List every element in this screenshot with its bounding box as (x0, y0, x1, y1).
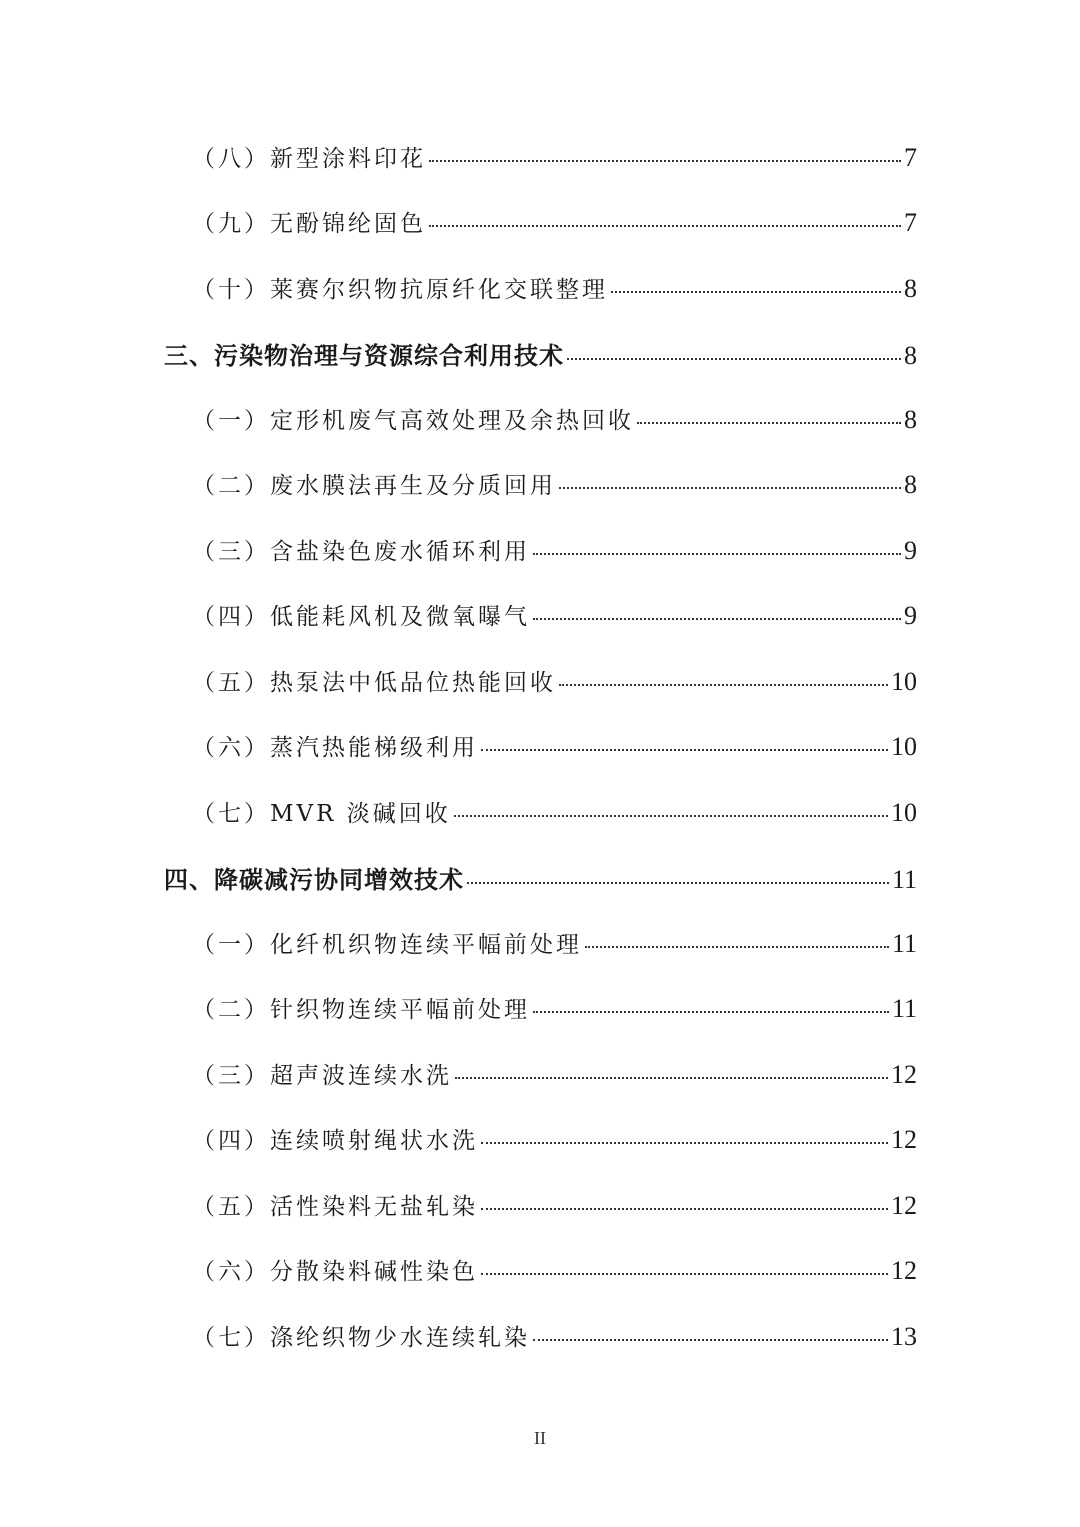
toc-entry-title: 四、降碳减污协同增效技术 (164, 866, 464, 894)
toc-entry-page: 10 (891, 667, 917, 696)
toc-entry-title: （十）莱赛尔织物抗原纤化交联整理 (192, 277, 608, 303)
toc-leader-dots (533, 1338, 888, 1341)
toc-entry-title: （三）含盐染色废水循环利用 (192, 539, 530, 565)
toc-entry-title: （三）超声波连续水洗 (192, 1063, 452, 1089)
toc-entry-page: 12 (891, 1060, 917, 1089)
toc-entry[interactable] (192, 1188, 917, 1228)
toc-leader-dots (611, 290, 901, 293)
toc-entry[interactable] (192, 1253, 917, 1293)
toc-leader-dots (467, 881, 889, 884)
toc-leader-dots (481, 748, 888, 751)
toc-entry[interactable] (192, 205, 917, 245)
toc-entry[interactable] (192, 664, 917, 704)
toc-leader-dots (533, 552, 901, 555)
toc-entry-page: 11 (891, 865, 917, 894)
toc-entry-page: 13 (891, 1322, 917, 1351)
toc-entry[interactable] (192, 271, 917, 311)
toc-entry-page: 11 (891, 929, 917, 958)
toc-entry-title: （八）新型涂料印花 (192, 146, 426, 172)
toc-entry[interactable] (192, 598, 917, 638)
toc-entry-page: 7 (904, 208, 917, 237)
toc-entry-title: （六）分散染料碱性染色 (192, 1259, 478, 1285)
toc-entry-title: （九）无酚锦纶固色 (192, 211, 426, 237)
toc-entry-page: 8 (904, 341, 917, 370)
toc-leader-dots (481, 1141, 888, 1144)
toc-entry-page: 8 (904, 274, 917, 303)
toc-entry-page: 9 (904, 601, 917, 630)
toc-section-heading[interactable] (164, 860, 917, 900)
toc-leader-dots (481, 1207, 888, 1210)
toc-entry-page: 12 (891, 1125, 917, 1154)
toc-entry[interactable] (192, 402, 917, 442)
toc-entry-page: 12 (891, 1256, 917, 1285)
toc-entry-title: 三、污染物治理与资源综合利用技术 (164, 342, 564, 370)
toc-entry-page: 9 (904, 536, 917, 565)
toc-entry-title: （二）废水膜法再生及分质回用 (192, 473, 556, 499)
toc-entry[interactable] (192, 140, 917, 180)
toc-leader-dots (481, 1272, 888, 1275)
toc-entry-title: （七）MVR 淡碱回收 (192, 801, 451, 827)
toc-leader-dots (585, 945, 889, 948)
toc-leader-dots (455, 1076, 888, 1079)
toc-entry-title: （五）活性染料无盐轧染 (192, 1194, 478, 1220)
toc-entry[interactable] (192, 1057, 917, 1097)
toc-entry-title: （二）针织物连续平幅前处理 (192, 997, 530, 1023)
toc-entry[interactable] (192, 467, 917, 507)
toc-entry-page: 11 (891, 994, 917, 1023)
toc-entry-page: 10 (891, 732, 917, 761)
toc-entry[interactable] (192, 1319, 917, 1359)
toc-entry-title: （六）蒸汽热能梯级利用 (192, 735, 478, 761)
toc-entry-page: 8 (904, 470, 917, 499)
toc-entry-title: （一）化纤机织物连续平幅前处理 (192, 932, 582, 958)
toc-entry[interactable] (192, 795, 917, 835)
toc-entry[interactable] (192, 533, 917, 573)
toc-leader-dots (637, 421, 901, 424)
toc-entry[interactable] (192, 729, 917, 769)
toc-entry[interactable] (192, 1122, 917, 1162)
toc-section-heading[interactable] (164, 336, 917, 376)
toc-entry-title: （一）定形机废气高效处理及余热回收 (192, 408, 634, 434)
toc-entry-page: 7 (904, 143, 917, 172)
toc-leader-dots (559, 683, 888, 686)
toc-entry-title: （七）涤纶织物少水连续轧染 (192, 1325, 530, 1351)
toc-leader-dots (533, 617, 901, 620)
toc-leader-dots (559, 486, 901, 489)
toc-leader-dots (429, 224, 901, 227)
toc-entry-page: 10 (891, 798, 917, 827)
toc-entry[interactable] (192, 991, 917, 1031)
toc-leader-dots (454, 814, 888, 817)
toc-entry-page: 8 (904, 405, 917, 434)
toc-entry-title: （五）热泵法中低品位热能回收 (192, 670, 556, 696)
toc-leader-dots (567, 357, 901, 360)
toc-entry[interactable] (192, 926, 917, 966)
toc-leader-dots (429, 159, 901, 162)
toc-entry-title: （四）连续喷射绳状水洗 (192, 1128, 478, 1154)
toc-leader-dots (533, 1010, 889, 1013)
toc-entry-title: （四）低能耗风机及微氧曝气 (192, 604, 530, 630)
toc-entry-page: 12 (891, 1191, 917, 1220)
page-number: II (534, 1428, 546, 1448)
